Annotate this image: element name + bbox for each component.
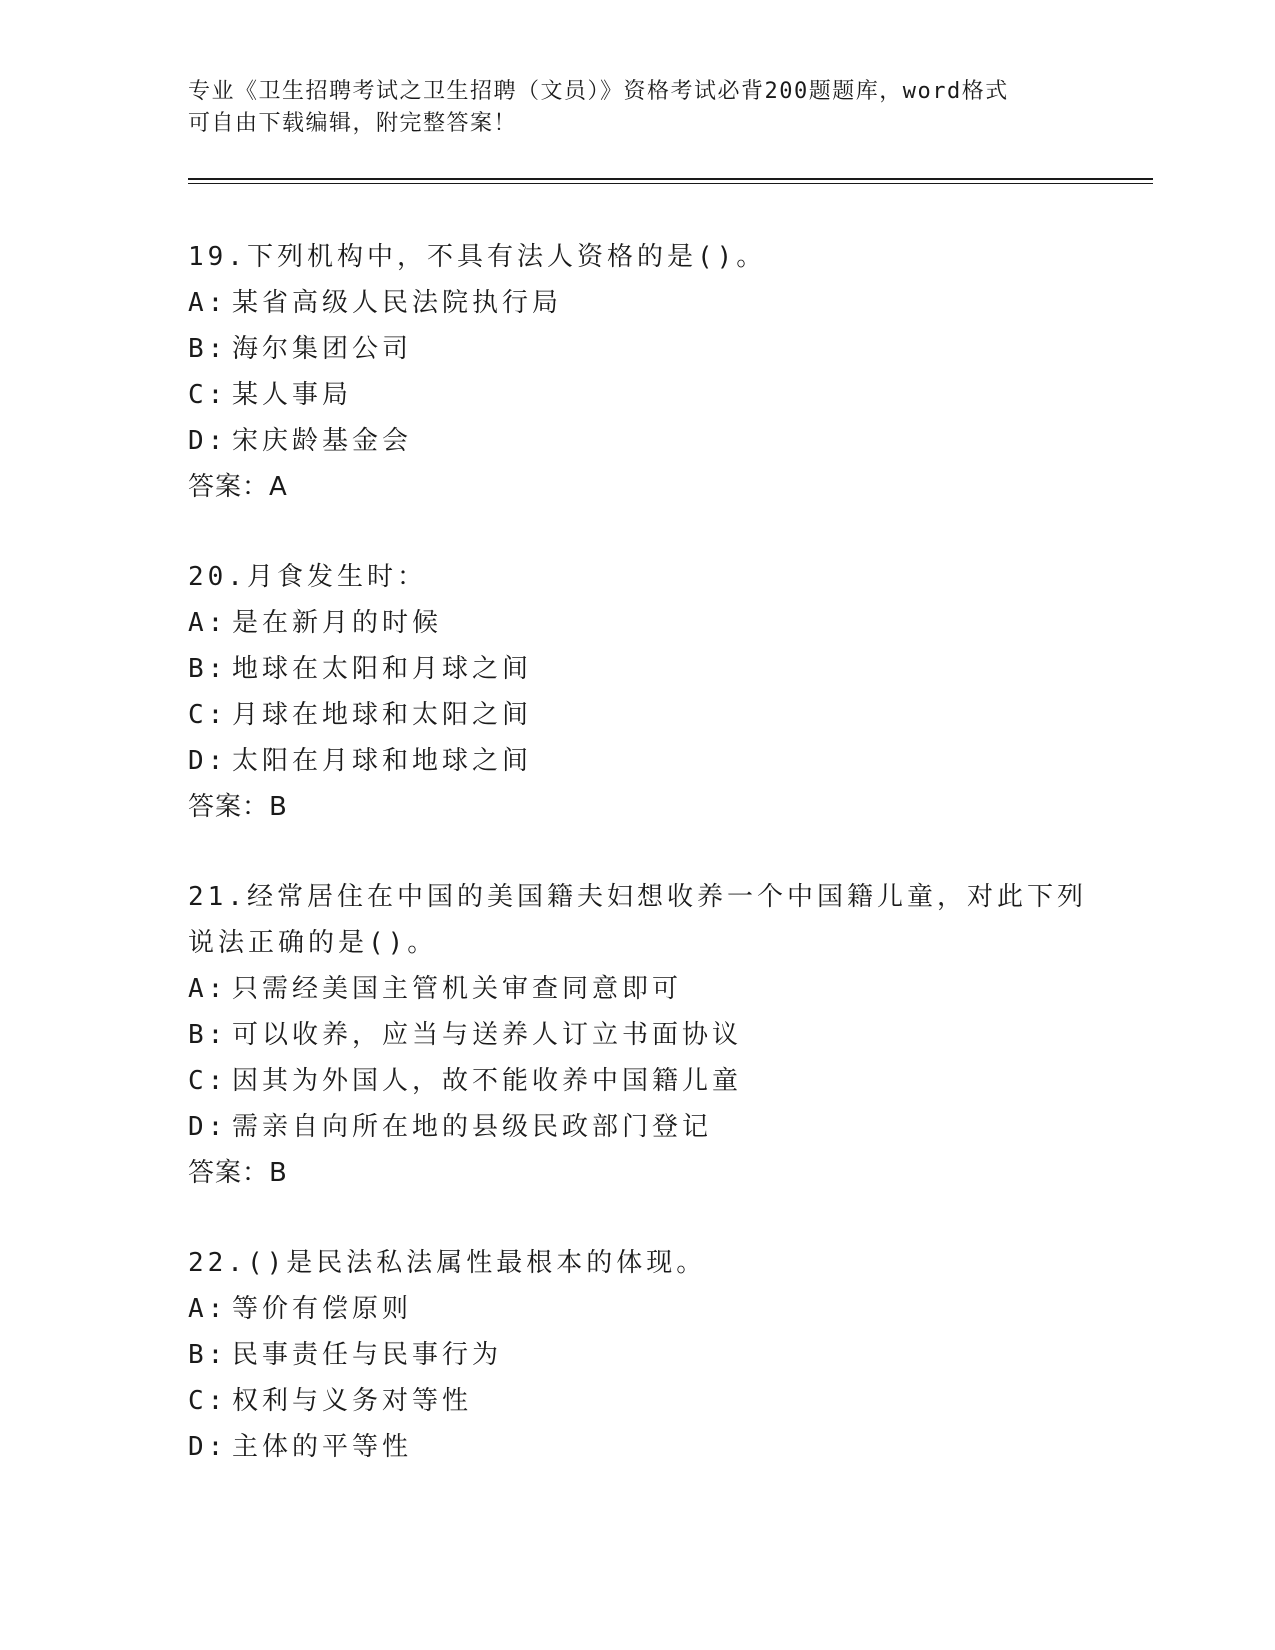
option-text: 地球在太阳和月球之间 [232, 654, 533, 684]
header-line-1: 专业《卫生招聘考试之卫生招聘（文员）》资格考试必背200题题库，word格式 [188, 79, 1009, 104]
option-text: 民事责任与民事行为 [232, 1340, 503, 1370]
option-key: C: [188, 700, 228, 730]
question-title: 21.经常居住在中国的美国籍夫妇想收养一个中国籍儿童，对此下列说法正确的是()。 [188, 882, 1087, 958]
option-text: 某省高级人民法院执行局 [232, 288, 563, 318]
header-line-2: 可自由下载编辑，附完整答案！ [188, 111, 518, 136]
option-text: 可以收养，应当与送养人订立书面协议 [232, 1020, 743, 1050]
option-d [188, 1104, 1088, 1150]
option-text: 主体的平等性 [232, 1432, 413, 1462]
option-text: 是在新月的时候 [232, 608, 443, 638]
option-a [188, 280, 1088, 326]
question-title: 19.下列机构中，不具有法人资格的是()。 [188, 242, 767, 272]
option-text: 只需经美国主管机关审查同意即可 [232, 974, 683, 1004]
option-text: 宋庆龄基金会 [232, 426, 413, 456]
option-key: D: [188, 426, 228, 456]
option-d [188, 1424, 1088, 1470]
answer-line: 答案：B [188, 792, 288, 822]
option-text: 海尔集团公司 [232, 334, 413, 364]
option-text: 太阳在月球和地球之间 [232, 746, 533, 776]
question-20 [188, 554, 1088, 830]
answer-line: 答案：A [188, 472, 288, 502]
document-header [188, 76, 1088, 140]
question-list [188, 234, 1088, 1514]
option-key: C: [188, 380, 228, 410]
answer-line: 答案：B [188, 1158, 288, 1188]
option-c [188, 1378, 1088, 1424]
option-b [188, 326, 1088, 372]
option-c [188, 372, 1088, 418]
option-key: C: [188, 1066, 228, 1096]
option-key: C: [188, 1386, 228, 1416]
option-d [188, 418, 1088, 464]
option-text: 某人事局 [232, 380, 353, 410]
question-21 [188, 874, 1088, 1196]
option-key: A: [188, 288, 228, 318]
option-key: D: [188, 1112, 228, 1142]
option-key: D: [188, 1432, 228, 1462]
option-key: D: [188, 746, 228, 776]
option-key: B: [188, 1340, 228, 1370]
option-c [188, 692, 1088, 738]
question-19 [188, 234, 1088, 510]
option-text: 需亲自向所在地的县级民政部门登记 [232, 1112, 713, 1142]
question-title: 22.()是民法私法属性最根本的体现。 [188, 1248, 707, 1278]
question-22 [188, 1240, 1088, 1470]
option-text: 权利与义务对等性 [232, 1386, 473, 1416]
option-key: A: [188, 608, 228, 638]
option-key: B: [188, 654, 228, 684]
header-divider [188, 178, 1153, 180]
option-d [188, 738, 1088, 784]
option-b [188, 1332, 1088, 1378]
option-a [188, 966, 1088, 1012]
option-text: 等价有偿原则 [232, 1294, 413, 1324]
option-key: B: [188, 1020, 228, 1050]
option-b [188, 1012, 1088, 1058]
option-key: B: [188, 334, 228, 364]
option-c [188, 1058, 1088, 1104]
option-a [188, 1286, 1088, 1332]
question-title: 20.月食发生时： [188, 562, 427, 592]
option-text: 月球在地球和太阳之间 [232, 700, 533, 730]
option-text: 因其为外国人，故不能收养中国籍儿童 [232, 1066, 743, 1096]
header-divider-secondary [188, 183, 1153, 184]
option-b [188, 646, 1088, 692]
option-key: A: [188, 974, 228, 1004]
option-a [188, 600, 1088, 646]
option-key: A: [188, 1294, 228, 1324]
